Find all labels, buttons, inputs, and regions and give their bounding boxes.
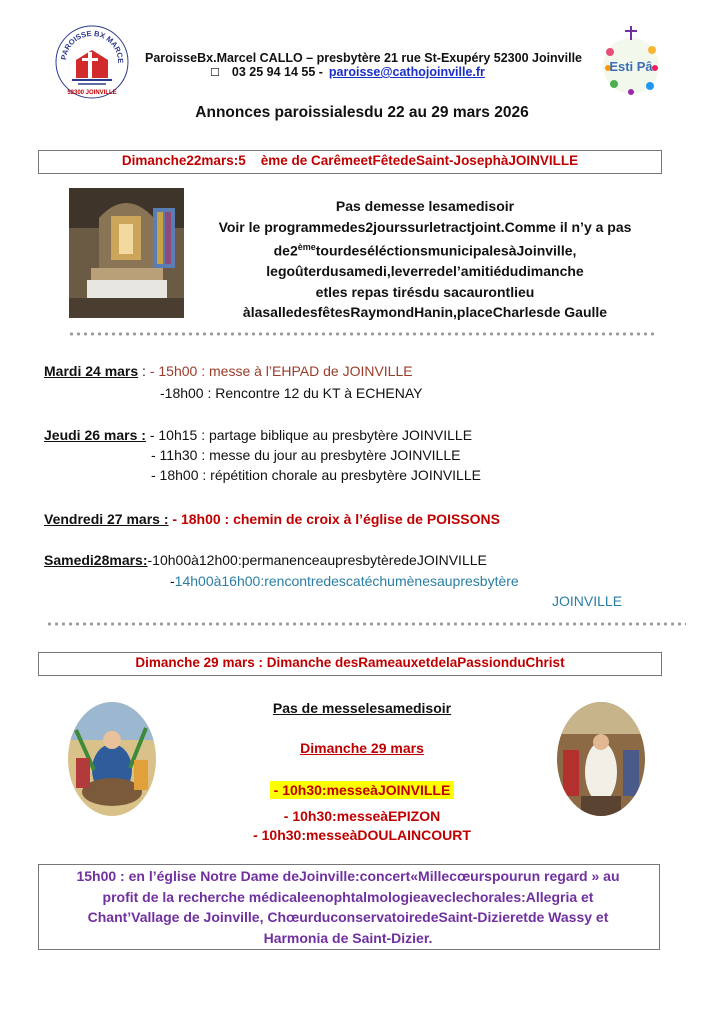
- dotted-divider-2: [46, 622, 686, 626]
- thursday-item-2: - 11h30 : messe du jour au presbytère JOINVILLE: [151, 447, 461, 463]
- tuesday-item-2: -18h00 : Rencontre 12 du KT à ECHENAY: [160, 385, 423, 401]
- concert-line-3: Chant’Vallage de Joinville, ChœurduconservatoiredeSaint-Dizieretde Wassy et: [87, 909, 609, 925]
- saturday-item-2: 14h00à16h00:rencontredescatéchumènesaupresbytère: [174, 573, 519, 589]
- dotted-divider: [68, 332, 656, 336]
- info-line-1: Pas demesse lesamedisoir: [335, 198, 515, 214]
- logo-right-text: Esti Pâ: [609, 59, 653, 74]
- saturday-item-1: -10h00à12h00:permanenceaupresbytèredeJOINVILLE: [147, 552, 487, 568]
- friday-item-1: - 18h00 : chemin de croix à l’église de POISSONS: [168, 511, 500, 527]
- concert-line-4: Harmonia de Saint-Dizier.: [263, 929, 433, 946]
- friday-label: Vendredi 27 mars :: [44, 511, 169, 527]
- info-line-2: Voir le programmedes2jourssurletractjoint.Comme il n’y a pas: [218, 218, 632, 235]
- banner-22-part-b: ème de CarêmeetFêtedeSaint-JosephàJOINVILLE: [260, 153, 579, 168]
- tuesday-item-1: - 15h00 : messe à l’EHPAD de JOINVILLE: [149, 363, 413, 379]
- sunday-29-pas: Pas de messelesamedisoir: [272, 700, 452, 716]
- page-title: Annonces paroissialesdu 22 au 29 mars 2026: [195, 104, 529, 121]
- banner-22-part-a: Dimanche22mars:5: [121, 153, 246, 168]
- passion-image: [555, 700, 647, 818]
- info-line-4: legoûterdusamedi,leverredel’amitiédudimanche: [266, 263, 584, 280]
- sunday-29-day: Dimanche 29 mars: [300, 740, 424, 756]
- email-link[interactable]: paroisse@cathojoinville.fr: [328, 65, 485, 79]
- info-line-5: etles repas tirésdu sacaurontlieu: [315, 283, 535, 300]
- friday-line: [44, 510, 500, 528]
- mass-doulaincourt: - 10h30:messeàDOULAINCOURT: [253, 827, 471, 843]
- saturday-line-2: -14h00à16h00:rencontredescatéchumènesaupresbytère: [170, 573, 519, 589]
- logo-bottom-text: 52300 JOINVILLE: [67, 90, 117, 96]
- tuesday-line-1: Mardi 24 mars : - 15h00 : messe à l’EHPAD de JOINVILLE: [44, 363, 413, 379]
- info-line-3: de2èmetourdeséléctionsmunicipalesàJoinville,: [273, 242, 577, 259]
- contact-line: [210, 65, 485, 79]
- saturday-item-2-cont: JOINVILLE: [552, 593, 623, 609]
- sunday-22-info: [190, 196, 660, 323]
- checkbox-icon: ☐: [210, 67, 220, 79]
- saturday-label: Samedi28mars:: [44, 552, 148, 568]
- tuesday-label: Mardi 24 mars: [44, 363, 139, 379]
- parish-logo: [52, 22, 132, 102]
- mass-epizon: - 10h30:messeàEPIZON: [283, 808, 441, 824]
- thursday-item-1: - 10h15 : partage biblique au presbytère JOINVILLE: [145, 427, 473, 443]
- thursday-item-3: - 18h00 : répétition chorale au presbytère JOINVILLE: [151, 467, 481, 483]
- saturday-line-1: [44, 551, 487, 569]
- chapel-photo: [69, 188, 184, 318]
- thursday-label: Jeudi 26 mars :: [44, 427, 146, 443]
- concert-text: [40, 866, 656, 948]
- parish-address: ParoisseBx.Marcel CALLO – presbytère 21 rue St-Exupéry 52300 Joinville: [145, 51, 583, 65]
- concert-line-1: 15h00 : en l’église Notre Dame deJoinville:concert«Millecœurspourun regard » au: [76, 868, 620, 884]
- palm-sunday-image: [66, 700, 158, 818]
- phone-number: 03 25 94 14 55 -: [231, 65, 323, 79]
- thursday-line-1: [44, 426, 472, 444]
- logo-top-text: PAROISSE BX MARCE: [59, 28, 126, 64]
- concert-line-2: profit de la recherche médicaleenophtalmologieaveclechorales:Allegria et: [102, 888, 594, 905]
- mass-joinville: - 10h30:messeàJOINVILLE: [270, 781, 455, 799]
- sunday-22-banner: [38, 150, 662, 174]
- easter-logo: [600, 22, 662, 102]
- info-line-6: àlasalledesfêtesRaymondHanin,placeCharlesde Gaulle: [242, 304, 608, 321]
- sunday-29-banner: Dimanche 29 mars : Dimanche desRameauxetdelaPassionduChrist: [38, 652, 662, 676]
